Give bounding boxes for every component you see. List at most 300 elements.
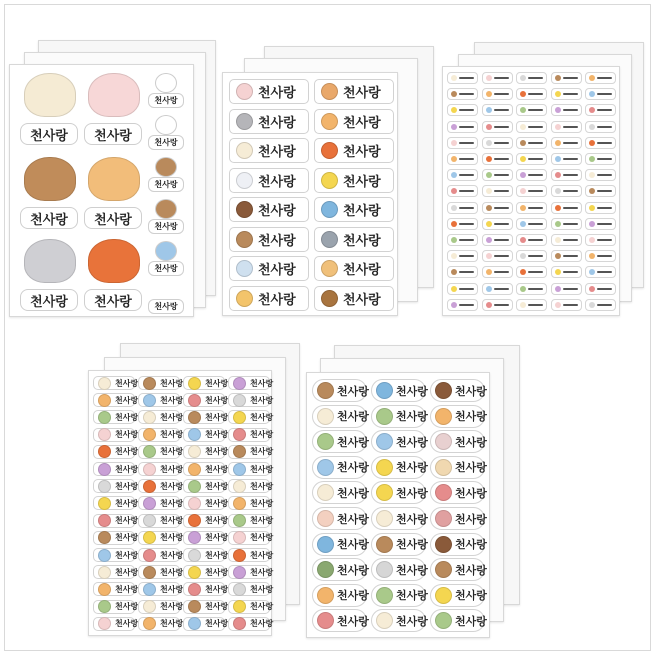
rabbit-icon [236,83,253,100]
animal-icon [555,156,561,162]
mini-name-label [585,299,616,311]
label-text-line [597,158,612,160]
name-sticker: 천사랑 [20,123,78,145]
oval-name-label [371,456,426,479]
mini-name-label [551,234,582,246]
label-text: 천사랑 [250,516,274,526]
small-name-label [93,462,139,476]
mini-name-label [447,299,478,311]
label-text: 천사랑 [115,395,139,405]
small-name-label [93,376,139,390]
small-name-label [228,393,274,407]
animal-icon [486,302,492,308]
animal-icon [520,91,526,97]
animal-icon [520,75,526,81]
label-text-line [494,239,509,241]
small-name-label [228,514,274,528]
name-label-cat [314,109,394,134]
label-text-line [528,304,543,306]
small-name-label [93,531,139,545]
animal-icon [233,480,246,493]
small-name-label [228,376,274,390]
small-name-label [228,462,274,476]
name-label-ghost [229,256,309,281]
label-text-line [597,239,612,241]
label-text: 천사랑 [337,512,369,526]
animal-icon [188,394,201,407]
animal-icon [98,583,111,596]
small-name-label [183,496,229,510]
animal-icon [589,91,595,97]
mini-name-label [551,202,582,214]
label-text: 천사랑 [396,410,428,424]
name-label-dolphin [314,197,394,222]
label-text: 천사랑 [250,498,274,508]
label-text: 천사랑 [343,233,381,249]
animal-icon [589,172,595,178]
sticker-sheet-small-labels [88,370,272,636]
animal-icon [520,253,526,259]
animal-icon [555,269,561,275]
animal-icon [376,536,393,553]
animal-icon [589,188,595,194]
animal-icon [520,188,526,194]
small-name-label [228,479,274,493]
animal-icon [451,269,457,275]
animal-icon [435,484,452,501]
small-name-label [183,376,229,390]
animal-icon [486,75,492,81]
oval-name-label [312,584,367,607]
label-text-line [563,77,578,79]
label-text: 천사랑 [250,464,274,474]
animal-icon [451,156,457,162]
oval-name-label [371,507,426,530]
small-name-label [183,548,229,562]
animal-icon [143,531,156,544]
mini-name-label [551,266,582,278]
mini-name-label [447,153,478,165]
label-text: 천사랑 [455,461,487,475]
oval-name-label [430,609,485,632]
animal-icon [143,445,156,458]
mini-name-label [482,218,513,230]
animal-icon [317,484,334,501]
lamb-icon [24,73,76,117]
small-name-label [138,600,184,614]
name-label-bear [229,227,309,252]
small-name-label [138,496,184,510]
small-name-sticker: 천사랑 [148,135,184,150]
animal-icon [486,237,492,243]
label-text: 천사랑 [160,584,184,594]
animal-icon [486,124,492,130]
animal-icon [589,107,595,113]
label-text-line [528,93,543,95]
label-text: 천사랑 [337,384,369,398]
animal-icon [520,221,526,227]
animal-icon [188,411,201,424]
label-text: 천사랑 [205,395,229,405]
small-name-label [93,428,139,442]
oval-name-label [371,481,426,504]
label-text: 천사랑 [337,563,369,577]
mini-name-label [482,104,513,116]
mini-name-label [551,299,582,311]
name-label-bear [229,197,309,222]
mini-name-label [551,169,582,181]
animal-icon [98,514,111,527]
animal-icon [435,612,452,629]
label-text-line [459,288,474,290]
label-text: 천사랑 [250,447,274,457]
mini-name-label [482,169,513,181]
mini-name-label [516,283,547,295]
label-text: 천사랑 [205,516,229,526]
label-text-line [528,142,543,144]
label-text-line [528,109,543,111]
small-name-label [138,514,184,528]
animal-icon [589,269,595,275]
mini-name-label [482,72,513,84]
mini-name-label [447,121,478,133]
animal-icon [435,433,452,450]
animal-icon [520,124,526,130]
name-label-gray-cat [229,109,309,134]
animal-icon [188,531,201,544]
label-text: 천사랑 [337,589,369,603]
mini-name-label [551,88,582,100]
mini-name-label [447,104,478,116]
label-text-line [528,207,543,209]
mini-name-label [585,185,616,197]
label-text: 천사랑 [258,263,296,278]
label-text: 천사랑 [343,292,381,308]
oval-name-label [312,379,367,402]
label-text: 천사랑 [205,412,229,422]
animal-icon [188,463,201,476]
animal-icon [233,514,246,527]
label-text-line [459,239,474,241]
name-label-chick [314,168,394,193]
mini-name-label [516,299,547,311]
animal-icon [486,221,492,227]
animal-icon [435,587,452,604]
small-name-label [93,496,139,510]
animal-icon [520,286,526,292]
label-text: 천사랑 [258,174,296,190]
animal-icon [376,484,393,501]
label-text: 천사랑 [205,447,229,457]
mini-name-label [585,104,616,116]
mini-name-label [585,169,616,181]
label-text-line [563,207,578,209]
bear-icon [24,157,76,201]
animal-icon [98,617,111,630]
animal-icon [486,107,492,113]
label-text: 천사랑 [455,410,487,424]
label-text-line [494,207,509,209]
animal-icon [376,510,393,527]
mini-name-label [447,202,478,214]
animal-icon [451,237,457,243]
label-text-line [528,271,543,273]
animal-icon [233,428,246,441]
mini-name-label [516,202,547,214]
label-text-line [597,207,612,209]
label-text: 천사랑 [258,204,296,219]
animal-icon [451,107,457,113]
mini-name-label [447,88,478,100]
animal-icon [143,514,156,527]
animal-icon [98,411,111,424]
animal-icon [188,377,201,390]
animal-icon [317,510,334,527]
label-text: 천사랑 [455,512,487,526]
label-text: 천사랑 [455,486,487,500]
label-text: 천사랑 [205,584,229,594]
animal-icon [143,377,156,390]
small-name-label [228,531,274,545]
name-label-lamb [229,138,309,163]
animal-icon [555,91,561,97]
mini-name-label [516,104,547,116]
label-text: 천사랑 [250,602,274,612]
label-text: 천사랑 [343,174,381,190]
label-text: 천사랑 [115,584,139,594]
label-text: 천사랑 [115,430,139,440]
oval-name-label [312,558,367,581]
mini-name-label [482,234,513,246]
animal-icon [555,237,561,243]
label-text-line [528,126,543,128]
mini-name-label [482,299,513,311]
animal-icon [98,531,111,544]
small-name-label [183,479,229,493]
label-text: 천사랑 [337,461,369,475]
mini-name-label [447,283,478,295]
label-text: 천사랑 [205,602,229,612]
mini-name-label [516,72,547,84]
sticker-sheet-mini-labels [442,66,620,316]
label-text: 천사랑 [396,563,428,577]
label-text-line [597,109,612,111]
small-name-sticker: 천사랑 [148,299,184,314]
label-text: 천사랑 [115,533,139,543]
mini-name-label [447,72,478,84]
animal-icon [486,188,492,194]
animal-icon [233,600,246,613]
label-text-line [528,239,543,241]
label-text: 천사랑 [160,395,184,405]
label-text: 천사랑 [396,435,428,449]
mini-name-label [551,137,582,149]
mini-name-label [585,137,616,149]
label-text: 천사랑 [160,550,184,560]
cat-icon [321,83,338,100]
label-text: 천사랑 [160,533,184,543]
label-text-line [494,174,509,176]
bunny-icon [155,73,177,93]
mini-name-label [482,137,513,149]
animal-icon [555,107,561,113]
label-text-line [494,304,509,306]
label-text: 천사랑 [258,292,296,308]
animal-icon [143,428,156,441]
label-text-line [494,77,509,79]
animal-icon [451,75,457,81]
small-name-label [138,445,184,459]
label-text-line [528,158,543,160]
mini-name-label [516,169,547,181]
mini-name-label [516,218,547,230]
animal-icon [188,514,201,527]
small-name-label [93,410,139,424]
label-text-line [563,255,578,257]
label-text: 천사랑 [258,145,296,160]
label-text: 천사랑 [160,602,184,612]
animal-icon [520,107,526,113]
small-name-label [93,617,139,631]
mini-name-label [551,72,582,84]
small-name-label [93,582,139,596]
label-text: 천사랑 [115,464,139,474]
name-sticker: 천사랑 [84,207,142,229]
animal-icon [376,408,393,425]
penguin-icon [321,231,338,248]
sticker-sheet-name-labels [222,72,398,316]
oval-name-label [430,379,485,402]
animal-icon [143,497,156,510]
animal-icon [555,205,561,211]
animal-icon [317,561,334,578]
label-text-line [563,239,578,241]
cat-icon [88,157,140,201]
small-name-label [183,514,229,528]
label-text: 천사랑 [455,614,487,628]
animal-icon [233,583,246,596]
small-name-label [138,428,184,442]
animal-icon [233,377,246,390]
oval-name-label [371,558,426,581]
animal-icon [520,237,526,243]
label-text: 천사랑 [250,378,274,388]
label-text-line [597,223,612,225]
label-text-line [597,93,612,95]
small-name-label [138,531,184,545]
label-text: 천사랑 [455,563,487,577]
label-text-line [597,174,612,176]
small-name-label [138,617,184,631]
label-text: 천사랑 [205,430,229,440]
label-text: 천사랑 [396,589,428,603]
label-text-line [494,223,509,225]
label-text-line [597,271,612,273]
label-text: 천사랑 [205,619,229,629]
small-name-label [183,531,229,545]
animal-icon [143,549,156,562]
label-text-line [563,174,578,176]
label-text-line [528,288,543,290]
small-name-sticker: 천사랑 [148,261,184,276]
label-text: 천사랑 [250,533,274,543]
animal-icon [589,205,595,211]
animal-icon [98,600,111,613]
small-name-sticker: 천사랑 [148,177,184,192]
small-name-label [228,548,274,562]
label-text-line [597,77,612,79]
mini-name-label [585,218,616,230]
animal-icon [451,286,457,292]
animal-icon [486,205,492,211]
animal-icon [233,531,246,544]
mini-name-label [447,137,478,149]
animal-icon [317,433,334,450]
small-name-label [138,393,184,407]
mini-name-label [447,185,478,197]
animal-icon [451,302,457,308]
label-text: 천사랑 [205,550,229,560]
label-text: 천사랑 [160,619,184,629]
label-text-line [459,126,474,128]
small-name-label [183,393,229,407]
animal-icon [435,408,452,425]
small-name-label [228,582,274,596]
bear-icon [236,231,253,248]
small-name-label [183,462,229,476]
animal-icon [233,497,246,510]
animal-icon [188,497,201,510]
name-sticker: 천사랑 [84,123,142,145]
label-text: 천사랑 [337,410,369,424]
fox-icon [88,239,140,283]
label-text: 천사랑 [205,533,229,543]
mini-name-label [482,202,513,214]
mini-name-label [482,250,513,262]
mini-name-label [585,121,616,133]
label-text: 천사랑 [250,412,274,422]
animal-icon [589,253,595,259]
label-text-line [494,255,509,257]
animal-icon [188,480,201,493]
label-text: 천사랑 [343,115,381,131]
name-sticker: 천사랑 [20,289,78,311]
animal-icon [233,394,246,407]
animal-icon [98,497,111,510]
mini-name-label [516,121,547,133]
animal-icon [451,172,457,178]
label-text: 천사랑 [337,538,369,552]
mini-name-label [585,250,616,262]
bear-icon [155,199,177,219]
small-name-label [93,600,139,614]
label-text-line [494,271,509,273]
label-text-line [563,304,578,306]
animal-icon [317,408,334,425]
mini-name-label [551,104,582,116]
small-name-label [138,479,184,493]
mini-name-label [551,185,582,197]
oval-name-label [312,430,367,453]
label-text: 천사랑 [337,486,369,500]
animal-icon [317,612,334,629]
small-name-label [228,565,274,579]
oval-name-label [371,405,426,428]
animal-icon [98,445,111,458]
small-name-label [183,565,229,579]
mini-name-label [551,250,582,262]
animal-icon [98,566,111,579]
